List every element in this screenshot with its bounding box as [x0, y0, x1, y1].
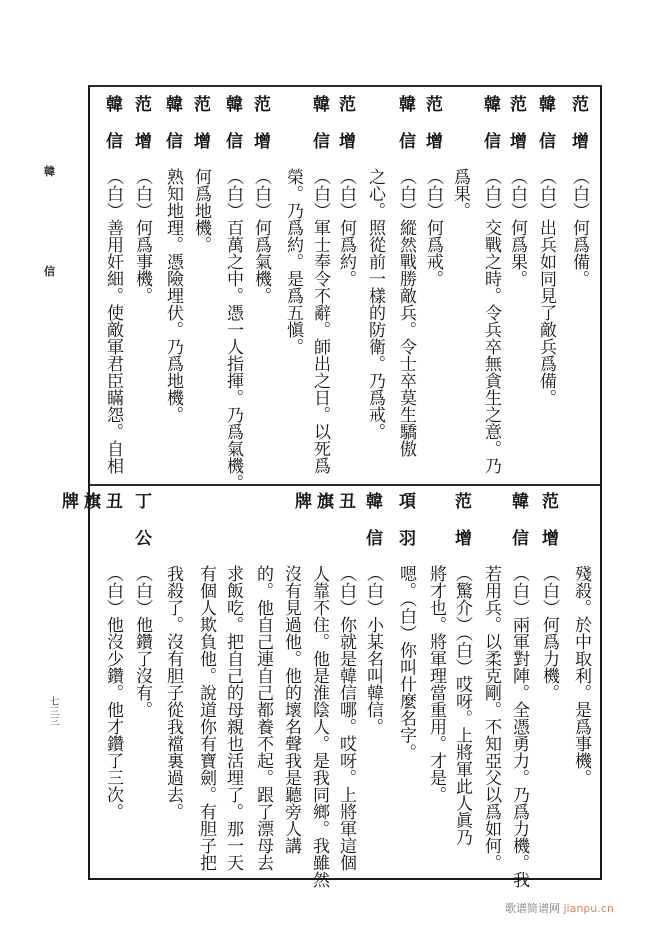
- running-title-char-2: 信: [44, 265, 55, 278]
- dialogue-line: （白）百萬之中。憑一人指揮。乃爲氣機。: [223, 168, 243, 491]
- speaker-name: 韓信: [480, 95, 500, 169]
- dialogue-line: （白）他鑽了沒有。: [132, 565, 152, 718]
- dialogue-line: 嗯。（白）你叫什麼名字。: [396, 565, 416, 761]
- speaker-name: 丁公: [131, 492, 151, 566]
- speaker-name: 項羽: [395, 492, 415, 566]
- dialogue-line: （白）他沒少鑽。他才鑽了三次。: [103, 565, 123, 820]
- dialogue-continuation: 將才也。將軍理當重用。才是。: [426, 565, 446, 803]
- dialogue-line: （白）交戰之時。令兵卒無貪生之意。乃: [481, 168, 501, 474]
- speaker-name: 范增: [506, 95, 526, 169]
- speaker-name: 韓信: [102, 95, 122, 169]
- dialogue-line: （白）善用奸細。使敵軍君臣瞞怨。自相: [103, 168, 123, 474]
- speaker-name: 范增: [451, 492, 471, 566]
- dialogue-line: （白）何爲備。: [569, 168, 589, 287]
- speaker-name: 范增: [422, 95, 442, 169]
- watermark-domain: jianpu.cn: [563, 902, 614, 915]
- dialogue-line: （白）何爲約。: [336, 168, 356, 287]
- speaker-name: 韓信: [362, 492, 382, 566]
- dialogue-line: （白）出兵如同見了敵兵爲備。: [536, 168, 556, 406]
- speaker-name: 韓信: [395, 95, 415, 169]
- speaker-name: 韓信: [222, 95, 242, 169]
- dialogue-line: （白）兩軍對陣。全憑勇力。乃爲力機。我: [509, 565, 529, 888]
- dialogue-line: （白）縱然戰勝敵兵。令士卒莫生驕傲: [396, 168, 416, 457]
- speaker-name: 范增: [538, 492, 558, 566]
- speaker-name: 丑 旗 牌: [58, 492, 122, 509]
- dialogue-continuation: 人靠不住。他是淮陰人。是我同鄉。我雖然: [309, 565, 329, 888]
- dialogue-line: 何爲地機。: [191, 168, 211, 253]
- dialogue-continuation: 之心。照從前一樣的防衛。乃爲戒。: [365, 168, 385, 440]
- dialogue-continuation: 的。他自己連自己都養不起。跟了漂母去: [253, 565, 273, 871]
- speaker-name: 范增: [190, 95, 210, 169]
- dialogue-line: （白）何爲力機。: [539, 565, 559, 701]
- dialogue-continuation: 我殺了。沒有胆子從我襠裏過去。: [163, 565, 183, 820]
- speaker-name: 范增: [568, 95, 588, 169]
- speaker-name: 韓信: [162, 95, 182, 169]
- dialogue-line: （白）何爲戒。: [423, 168, 443, 287]
- page-number: 七三三: [47, 696, 58, 726]
- dialogue-line: （白）小某名叫韓信。: [363, 565, 383, 735]
- speaker-name: 范增: [250, 95, 270, 169]
- dialogue-line: （白）何爲果。: [507, 168, 527, 287]
- speaker-name: 韓信: [508, 492, 528, 566]
- speaker-name: 范增: [131, 95, 151, 169]
- speaker-name: 韓信: [535, 95, 555, 169]
- running-title-char-1: 韓: [44, 165, 55, 178]
- dialogue-continuation: 有個人欺負他。說道你有寶劍。有胆子把: [196, 565, 216, 871]
- dialogue-line: （白）何爲事機。: [132, 168, 152, 304]
- dialogue-continuation: 沒有見過他。他的壞名聲我是聽旁人講: [281, 565, 301, 854]
- watermark-site: 歌谱简谱网: [505, 902, 560, 915]
- dialogue-continuation: 榮。乃爲約。是爲五愼。: [283, 168, 303, 355]
- dialogue-continuation: 爲果。: [450, 168, 470, 219]
- speaker-name: 丑 旗 牌: [291, 492, 355, 509]
- dialogue-line: （驚介）（白）哎呀。上將軍此人眞乃: [452, 565, 472, 846]
- dialogue-continuation: 殘殺。於中取利。是爲事機。: [571, 565, 591, 786]
- dialogue-continuation: 求飯吃。把自己的母親也活埋了。那一天: [223, 565, 243, 871]
- dialogue-line: （白）你就是韓信哪。哎呀。上將軍這個: [336, 565, 356, 871]
- speaker-name: 范增: [335, 95, 355, 169]
- speaker-name: 韓信: [309, 95, 329, 169]
- dialogue-line: （白）何爲氣機。: [251, 168, 271, 304]
- watermark: [505, 900, 614, 916]
- dialogue-continuation: 若用兵。以柔克剛。不知亞父以爲如何。: [481, 565, 501, 871]
- section-divider: [90, 484, 600, 486]
- dialogue-line: 熟知地理。憑險埋伏。乃爲地機。: [163, 168, 183, 423]
- dialogue-line: （白）軍士奉令不辭。師出之日。以死爲: [310, 168, 330, 474]
